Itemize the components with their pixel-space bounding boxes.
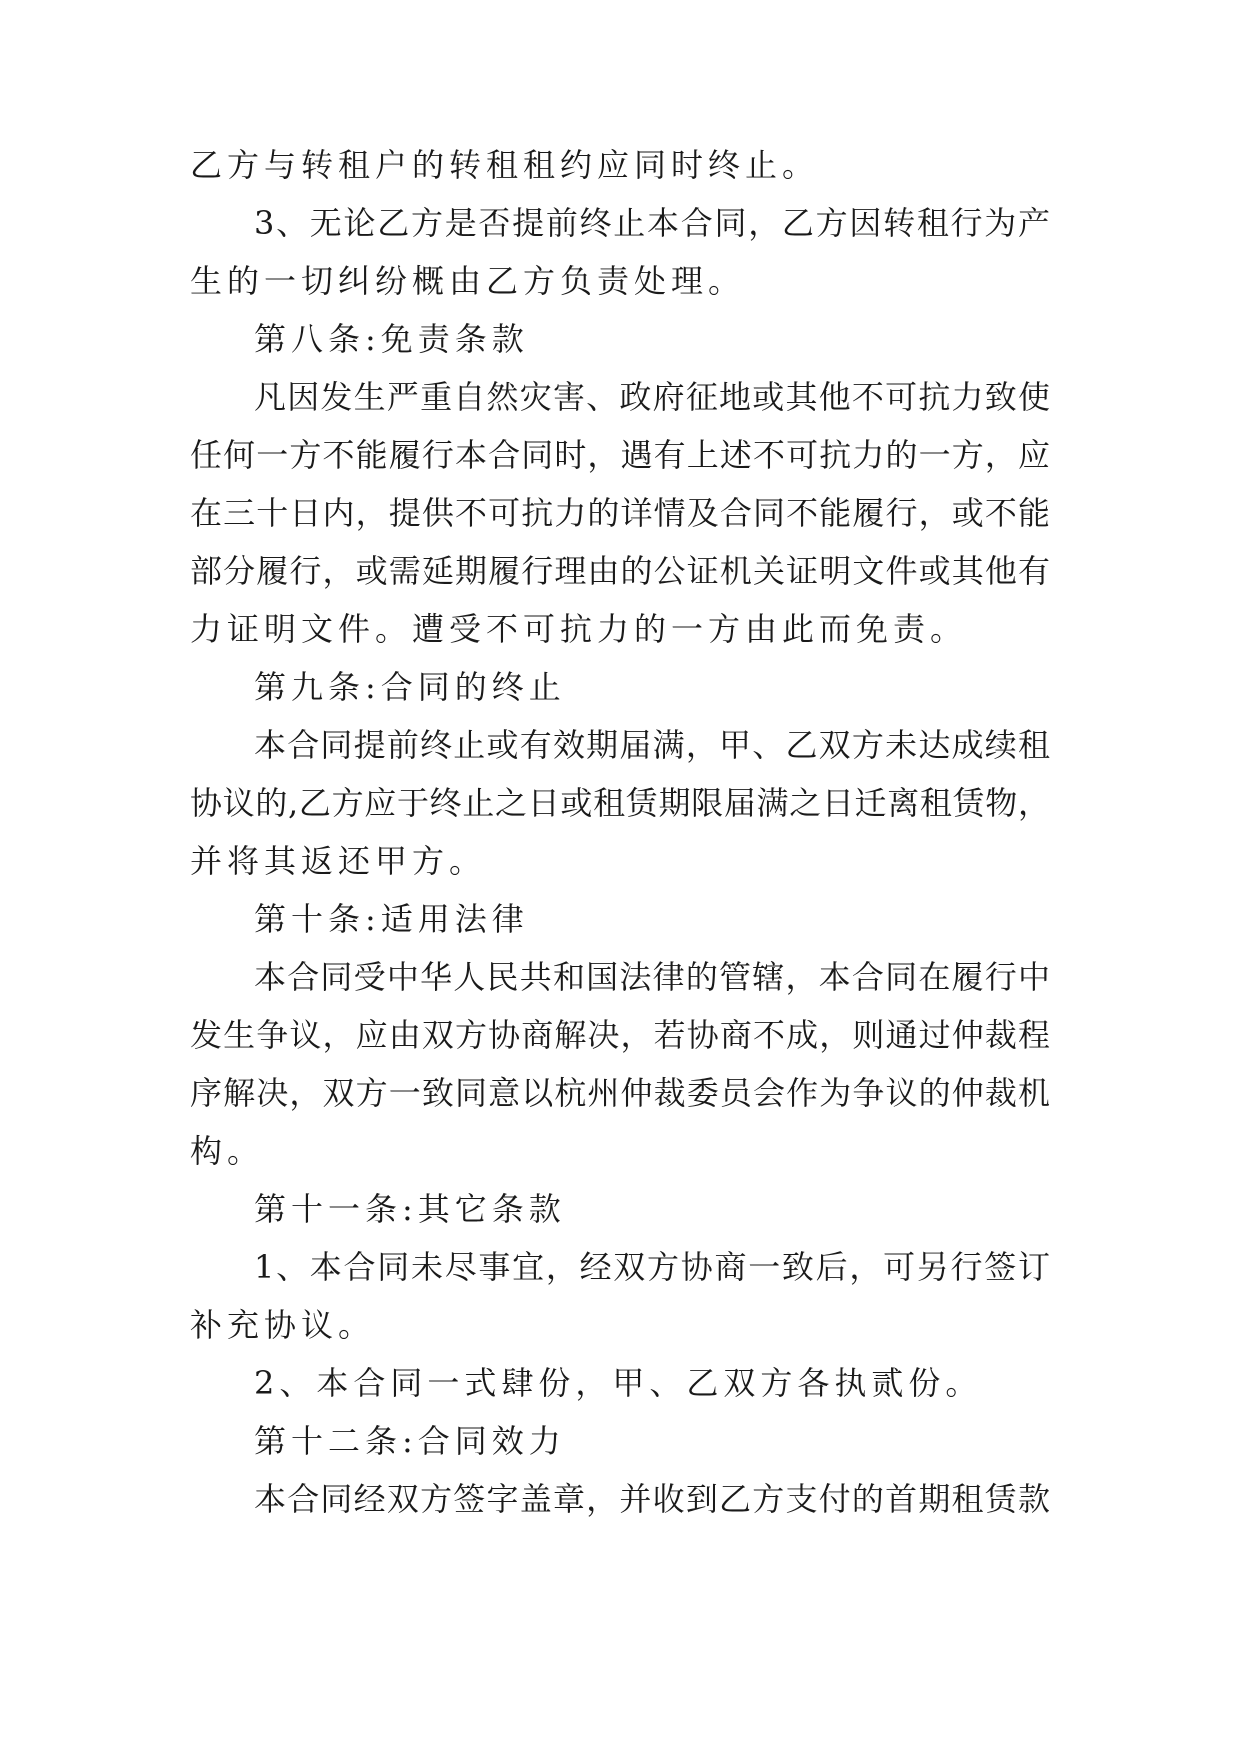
text-line: 序解决，双方一致同意以杭州仲裁委员会作为争议的仲裁机 [190, 1074, 1050, 1112]
text-line: 3、无论乙方是否提前终止本合同，乙方因转租行为产 [254, 204, 1050, 242]
section-heading: 第十二条:合同效力 [254, 1422, 566, 1460]
text-line: 并将其返还甲方。 [190, 842, 487, 880]
section-heading: 第十一条:其它条款 [254, 1190, 566, 1228]
text-line: 乙方与转租户的转租租约应同时终止。 [190, 146, 820, 184]
text-line: 在三十日内，提供不可抗力的详情及合同不能履行，或不能 [190, 494, 1050, 532]
text-line: 本合同提前终止或有效期届满，甲、乙双方未达成续租 [254, 726, 1050, 764]
text-line: 构。 [190, 1132, 265, 1170]
text-line: 发生争议，应由双方协商解决，若协商不成，则通过仲裁程 [190, 1016, 1050, 1054]
text-line: 2、本合同一式肆份，甲、乙双方各执贰份。 [254, 1364, 983, 1402]
text-line: 生的一切纠纷概由乙方负责处理。 [190, 262, 746, 300]
text-line: 任何一方不能履行本合同时，遇有上述不可抗力的一方，应 [190, 436, 1050, 474]
section-heading: 第九条:合同的终止 [254, 668, 566, 706]
section-heading: 第十条:适用法律 [254, 900, 529, 938]
text-line: 本合同受中华人民共和国法律的管辖，本合同在履行中 [254, 958, 1050, 996]
text-line: 1、本合同未尽事宜，经双方协商一致后，可另行签订 [254, 1248, 1050, 1286]
text-line: 协议的,乙方应于终止之日或租赁期限届满之日迁离租赁物， [190, 784, 1050, 822]
text-line: 部分履行，或需延期履行理由的公证机关证明文件或其他有 [190, 552, 1050, 590]
text-line: 补充协议。 [190, 1306, 376, 1344]
text-line: 凡因发生严重自然灾害、政府征地或其他不可抗力致使 [254, 378, 1050, 416]
text-line: 本合同经双方签字盖章，并收到乙方支付的首期租赁款 [254, 1480, 1050, 1518]
section-heading: 第八条:免责条款 [254, 320, 529, 358]
text-line: 力证明文件。遭受不可抗力的一方由此而免责。 [190, 610, 968, 648]
